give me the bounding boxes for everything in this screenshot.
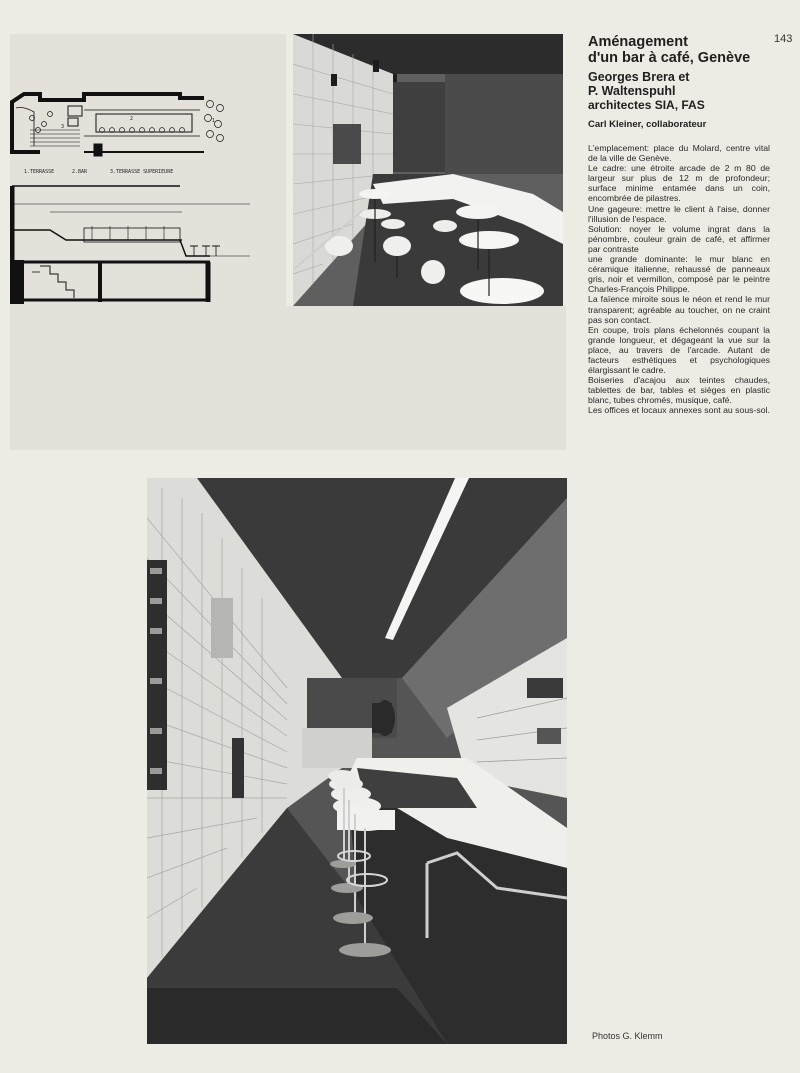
architects-line-1: Georges Brera et	[588, 70, 690, 84]
plan-legend-terrasse: 1.TERRASSE	[24, 169, 55, 175]
paragraph: Solution: noyer le volume ingrat dans la pénombre, couleur grain de café, et affirmer par contraste	[588, 223, 770, 254]
paragraph: une grande dominante: le mur blanc en céramique italienne, rehaussé de panneaux gris, noir et vermillon, composé par le peintre Charles-François Philippe.	[588, 254, 770, 295]
plan-legend-bar: 2.BAR	[72, 169, 88, 175]
architects-line-2: P. Waltenspuhl	[588, 84, 676, 98]
photo-bar-svg	[147, 478, 567, 1044]
blank-area	[10, 306, 566, 450]
article-title-line-1: Aménagement	[588, 34, 688, 50]
article-title	[588, 34, 773, 66]
article-architects	[588, 70, 788, 112]
paragraph: Boiseries d'acajou aux teintes chaudes, tablettes de bar, tables et sièges en plastic blanc, tubes chromés, musique, café.	[588, 375, 770, 406]
page-number: 143	[774, 33, 793, 45]
paragraph: Le cadre: une étroite arcade de 2 m 80 de largeur sur plus de 12 m de profondeur; surface minime entamée dans un coin, encombrée de pilastres.	[588, 163, 770, 204]
photo-bar-interior	[147, 478, 567, 1044]
architects-line-3: architectes SIA, FAS	[588, 98, 705, 112]
floor-plan-drawing	[10, 34, 286, 306]
article-body	[588, 143, 770, 416]
plan-marker-3: 3	[61, 124, 65, 130]
photo-credit: Photos G. Klemm	[592, 1031, 663, 1041]
photo-seating-area	[293, 34, 563, 306]
paragraph: L'emplacement: place du Molard, centre vital de la ville de Genève.	[588, 143, 770, 164]
plan-legend-terrasse-sup: 3.TERRASSE SUPERIEURE	[110, 169, 174, 175]
plan-marker-1: 1	[212, 118, 216, 124]
plan-marker-2: 2	[130, 116, 134, 122]
plan-svg	[10, 34, 286, 306]
paragraph: La faïence miroite sous le néon et rend le mur transparent; agréable au toucher, on ne craint pas son contact.	[588, 294, 770, 325]
paragraph: Une gageure: mettre le client à l'aise, donner l'illusion de l'espace.	[588, 203, 770, 224]
photo-seating-svg	[293, 34, 563, 306]
collaborator: Carl Kleiner, collaborateur	[588, 119, 707, 130]
article-title-line-2: d'un bar à café, Genève	[588, 50, 751, 66]
paragraph: En coupe, trois plans échelonnés coupant la grande longueur, et dégageant la vue sur la place, au travers de l'arcade. Autant de facteurs esthétiques et psychologiques élargissant le cadre.	[588, 324, 770, 376]
paragraph: Les offices et locaux annexes sont au sous-sol.	[588, 405, 770, 416]
